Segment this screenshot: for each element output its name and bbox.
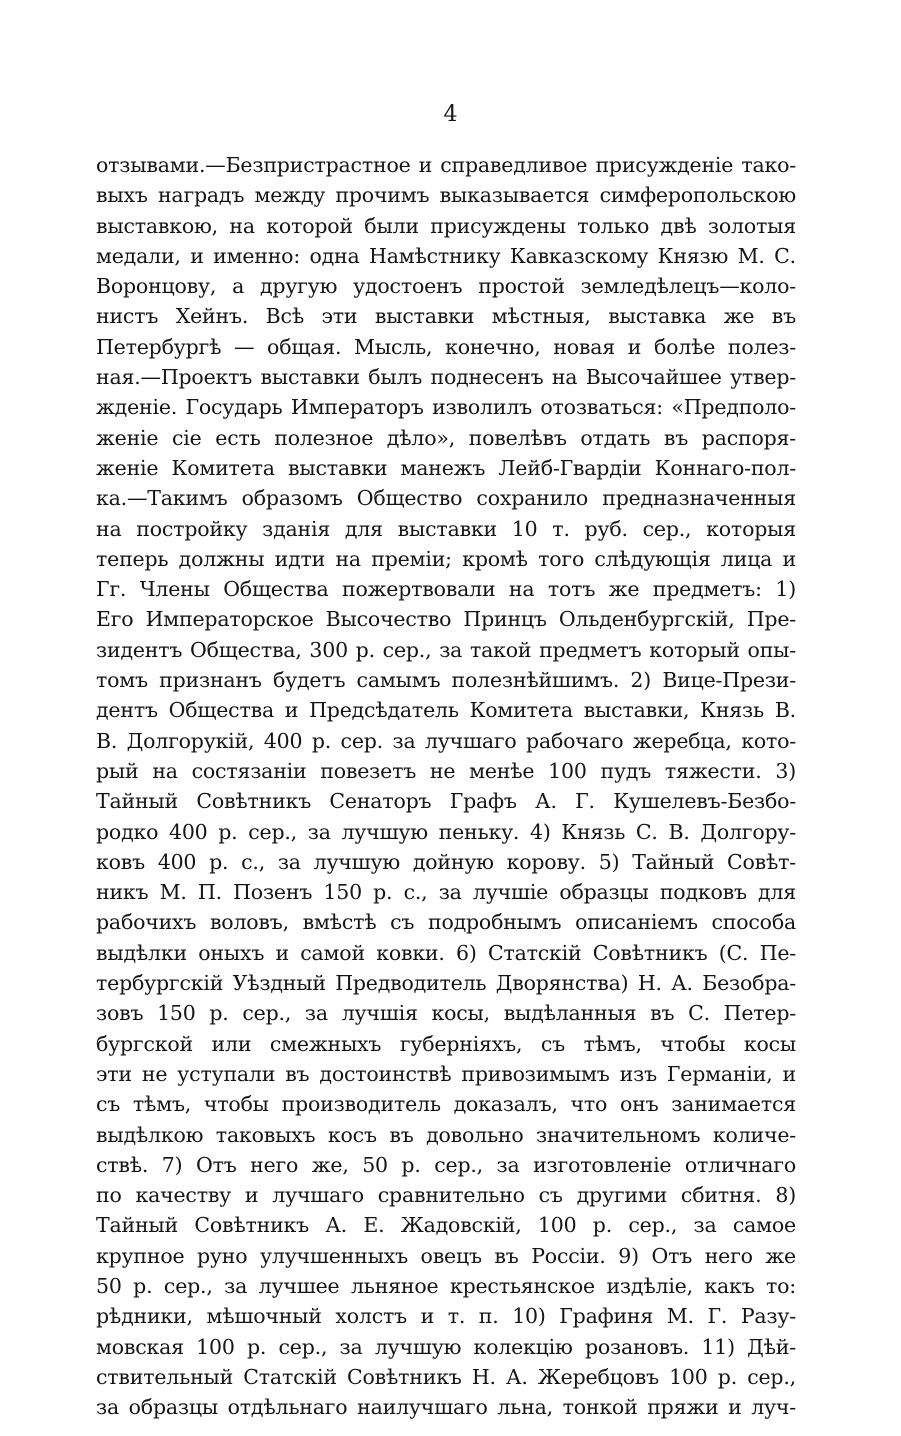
text-line: ка.—Такимъ образомъ Общество сохранило предназначенныя bbox=[96, 486, 796, 511]
text-line: медали, и именно: одна Намѣстнику Кавказскому Князю М. С. bbox=[96, 243, 796, 268]
text-line: родко 400 р. сер., за лучшую пеньку. 4) Князь С. В. Долгору- bbox=[96, 819, 796, 844]
text-line: крупное руно улучшенныхъ овецъ въ Россіи. 9) Отъ него же bbox=[96, 1243, 796, 1268]
text-line: женіе Комитета выставки манежъ Лейб-Гвардіи Коннаго-пол- bbox=[96, 455, 796, 480]
text-line: по качеству и лучшаго сравнительно съ другими сбитня. 8) bbox=[96, 1183, 796, 1208]
text-line: Тайный Совѣтникъ А. Е. Жадовскій, 100 р. сер., за самое bbox=[96, 1213, 796, 1238]
text-line: томъ признанъ будетъ самымъ полезнѣйшимъ. 2) Вице-Прези- bbox=[96, 668, 796, 693]
page-number: 4 bbox=[443, 102, 458, 127]
text-line: эти не уступали въ достоинствѣ привозимымъ изъ Германіи, и bbox=[96, 1061, 796, 1086]
text-line: никъ М. П. Позенъ 150 р. с., за лучшіе образцы подковъ для bbox=[96, 880, 796, 905]
text-line: женіе сіе есть полезное дѣло», повелѣвъ отдать въ распоря- bbox=[96, 425, 796, 450]
text-line: В. Долгорукій, 400 р. сер. за лучшаго рабочаго жеребца, кото- bbox=[96, 728, 796, 753]
text-line: выдѣлкою таковыхъ косъ въ довольно значительномъ количе- bbox=[96, 1122, 796, 1147]
text-line: бургской или смежныхъ губерніяхъ, съ тѣмъ, чтобы косы bbox=[96, 1031, 796, 1056]
text-line: на постройку зданія для выставки 10 т. руб. сер., которыя bbox=[96, 516, 796, 541]
text-line: ствѣ. 7) Отъ него же, 50 р. сер., за изготовленіе отличнаго bbox=[96, 1152, 796, 1177]
text-line: нистъ Хейнъ. Всѣ эти выставки мѣстныя, выставка же въ bbox=[96, 304, 796, 329]
text-line: жденіе. Государь Императоръ изволилъ отозваться: «Предполо- bbox=[96, 395, 796, 420]
text-line: рый на состязаніи повезетъ не менѣе 100 пудъ тяжести. 3) bbox=[96, 758, 796, 783]
text-line: теперь должны идти на преміи; кромѣ того слѣдующія лица и bbox=[96, 546, 796, 571]
text-line: зовъ 150 р. сер., за лучшія косы, выдѣланныя въ С. Петер- bbox=[96, 1001, 796, 1026]
text-line: ствительный Статскій Совѣтникъ Н. А. Жеребцовъ 100 р. сер., bbox=[96, 1364, 796, 1389]
text-line: выставкою, на которой были присуждены только двѣ золотыя bbox=[96, 213, 796, 238]
text-line: Тайный Совѣтникъ Сенаторъ Графъ А. Г. Кушелевъ-Безбо- bbox=[96, 789, 796, 814]
text-line: Гг. Члены Общества пожертвовали на тотъ же предметъ: 1) bbox=[96, 577, 796, 602]
text-line: зидентъ Общества, 300 р. сер., за такой предметъ который опы- bbox=[96, 637, 796, 662]
text-line: отзывами.—Безпристрастное и справедливое присужденіе тако- bbox=[96, 153, 796, 177]
text-line: Воронцову, а другую удостоенъ простой земледѣлецъ—коло- bbox=[96, 274, 796, 299]
text-line: рабочихъ воловъ, вмѣстѣ съ подробнымъ описаніемъ способа bbox=[96, 910, 796, 935]
text-line: тербургскій Уѣздный Предводитель Дворянства) Н. А. Безобра- bbox=[96, 971, 796, 996]
text-line: рѣдники, мѣшочный холстъ и т. п. 10) Графиня М. Г. Разу- bbox=[96, 1304, 796, 1329]
text-line: ковъ 400 р. с., за лучшую дойную корову. 5) Тайный Совѣт- bbox=[96, 849, 796, 874]
text-line: 50 р. сер., за лучшее льняное крестьянское издѣліе, какъ то: bbox=[96, 1273, 796, 1298]
text-line: выдѣлки оныхъ и самой ковки. 6) Статскій Совѣтникъ (С. Пе- bbox=[96, 940, 796, 965]
text-line: ная.—Проектъ выставки былъ поднесенъ на Высочайшее утвер- bbox=[96, 365, 796, 390]
body-text bbox=[96, 150, 796, 1422]
text-line: Петербургѣ — общая. Мысль, конечно, новая и болѣе полез- bbox=[96, 334, 796, 359]
text-line: Его Императорское Высочество Принцъ Ольденбургскій, Пре- bbox=[96, 607, 796, 632]
text-line: за образцы отдѣльнаго наилучшаго льна, тонкой пряжи и луч- bbox=[96, 1395, 796, 1420]
text-line: мовская 100 р. сер., за лучшую колекцію розановъ. 11) Дѣй- bbox=[96, 1334, 796, 1359]
text-line: дентъ Общества и Предсѣдатель Комитета выставки, Князь В. bbox=[96, 698, 796, 723]
text-line: выхъ наградъ между прочимъ выказывается симферопольскою bbox=[96, 183, 796, 208]
text-line: съ тѣмъ, чтобы производитель доказалъ, что онъ занимается bbox=[96, 1092, 796, 1117]
